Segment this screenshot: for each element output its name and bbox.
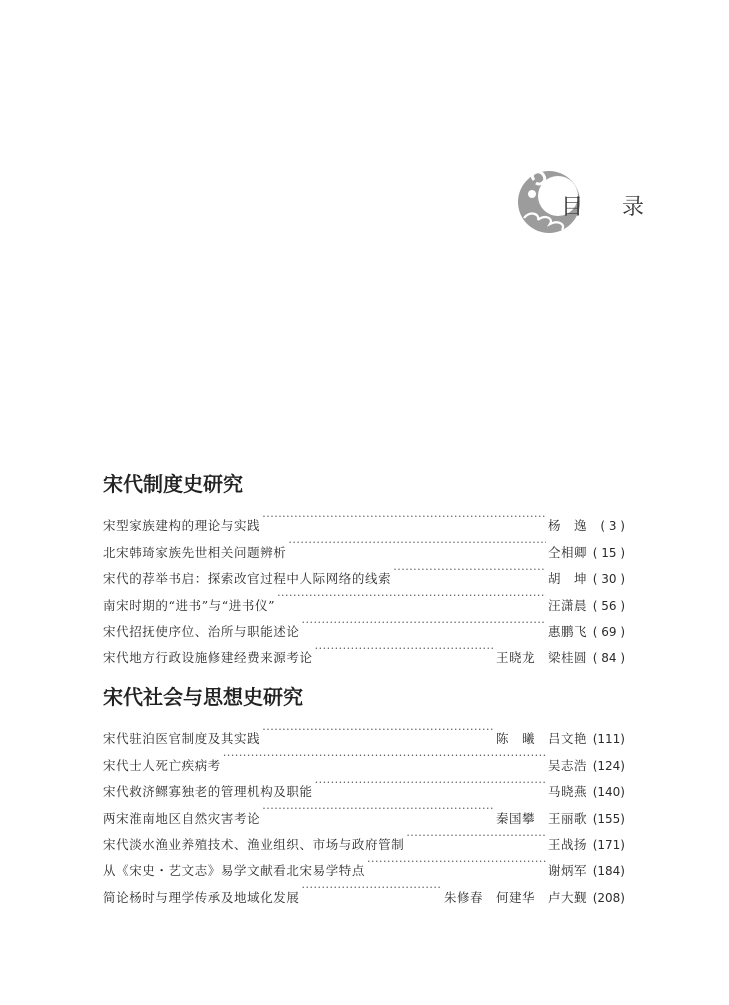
toc-entry[interactable] <box>103 504 625 534</box>
toc-section <box>103 683 625 905</box>
entry-author: 杨 逸 <box>547 518 587 534</box>
entry-title: 宋代招抚使序位、治所与职能述论 <box>103 623 300 639</box>
entry-author: 胡 坤 <box>547 571 587 587</box>
entry-author: 汪潇晨 <box>547 597 587 613</box>
dot-leader <box>393 557 546 583</box>
entry-author: 朱修春 何建华 卢大觐 <box>443 889 587 905</box>
entry-title: 宋代驻泊医官制度及其实践 <box>103 731 261 747</box>
entry-page-number: ( 3 ) <box>600 519 625 534</box>
entry-author: 秦国攀 王丽歌 <box>495 810 587 826</box>
entry-page-number: (155) <box>592 811 625 826</box>
dot-leader <box>302 875 442 901</box>
entry-page-number: ( 56 ) <box>592 598 625 613</box>
entry-title: 从《宋史・艺文志》易学文献看北宋易学特点 <box>103 863 366 879</box>
entry-author: 惠鹏飞 <box>547 623 587 639</box>
entry-page-number: (208) <box>592 890 625 905</box>
entry-title: 宋代的荐举书启：探索改官过程中人际网络的线索 <box>103 571 392 587</box>
entry-title: 宋代救济鳏寡独老的管理机构及职能 <box>103 784 313 800</box>
entry-title: 宋代士人死亡疾病考 <box>103 757 221 773</box>
entry-page-number: (124) <box>592 758 625 773</box>
dot-leader <box>223 743 546 769</box>
dot-leader <box>262 717 494 743</box>
entry-title: 两宋淮南地区自然灾害考论 <box>103 810 261 826</box>
dot-leader <box>315 770 546 796</box>
entry-author: 马晓燕 <box>547 784 587 800</box>
entry-page-number: (184) <box>592 864 625 879</box>
entry-title: 南宋时期的“进书”与“进书仪” <box>103 597 276 613</box>
entry-title: 宋型家族建构的理论与实践 <box>103 518 261 534</box>
toc-entry[interactable] <box>103 717 625 747</box>
entry-author: 仝相卿 <box>547 544 587 560</box>
entry-page-number: ( 30 ) <box>592 572 625 587</box>
entry-author: 王晓龙 梁桂圆 <box>495 650 587 666</box>
section-heading: 宋代制度史研究 <box>103 472 243 496</box>
dot-leader <box>262 504 546 530</box>
entry-title: 宋代淡水渔业养殖技术、渔业组织、市场与政府管制 <box>103 836 405 852</box>
dot-leader <box>367 849 546 875</box>
entry-author: 王战扬 <box>547 836 587 852</box>
entry-page-number: (140) <box>592 785 625 800</box>
dot-leader <box>262 796 494 822</box>
entry-page-number: (111) <box>592 732 625 747</box>
page-title: 目 录 <box>561 195 660 220</box>
entry-page-number: (171) <box>592 837 625 852</box>
dot-leader <box>288 530 546 556</box>
section-heading: 宋代社会与思想史研究 <box>103 685 303 709</box>
entry-author: 陈 曦 吕文艳 <box>495 731 587 747</box>
dot-leader <box>315 636 494 662</box>
entry-title: 宋代地方行政设施修建经费来源考论 <box>103 650 313 666</box>
entry-page-number: ( 84 ) <box>592 651 625 666</box>
entry-page-number: ( 69 ) <box>592 624 625 639</box>
dot-leader <box>277 583 546 609</box>
entry-title: 简论杨时与理学传承及地域化发展 <box>103 889 300 905</box>
entry-author: 谢炳军 <box>547 863 587 879</box>
toc-section <box>103 470 625 666</box>
entry-title: 北宋韩琦家族先世相关问题辨析 <box>103 544 287 560</box>
dot-leader <box>406 823 546 849</box>
dot-leader <box>302 610 546 636</box>
entry-author: 吴志浩 <box>547 757 587 773</box>
entry-page-number: ( 15 ) <box>592 545 625 560</box>
